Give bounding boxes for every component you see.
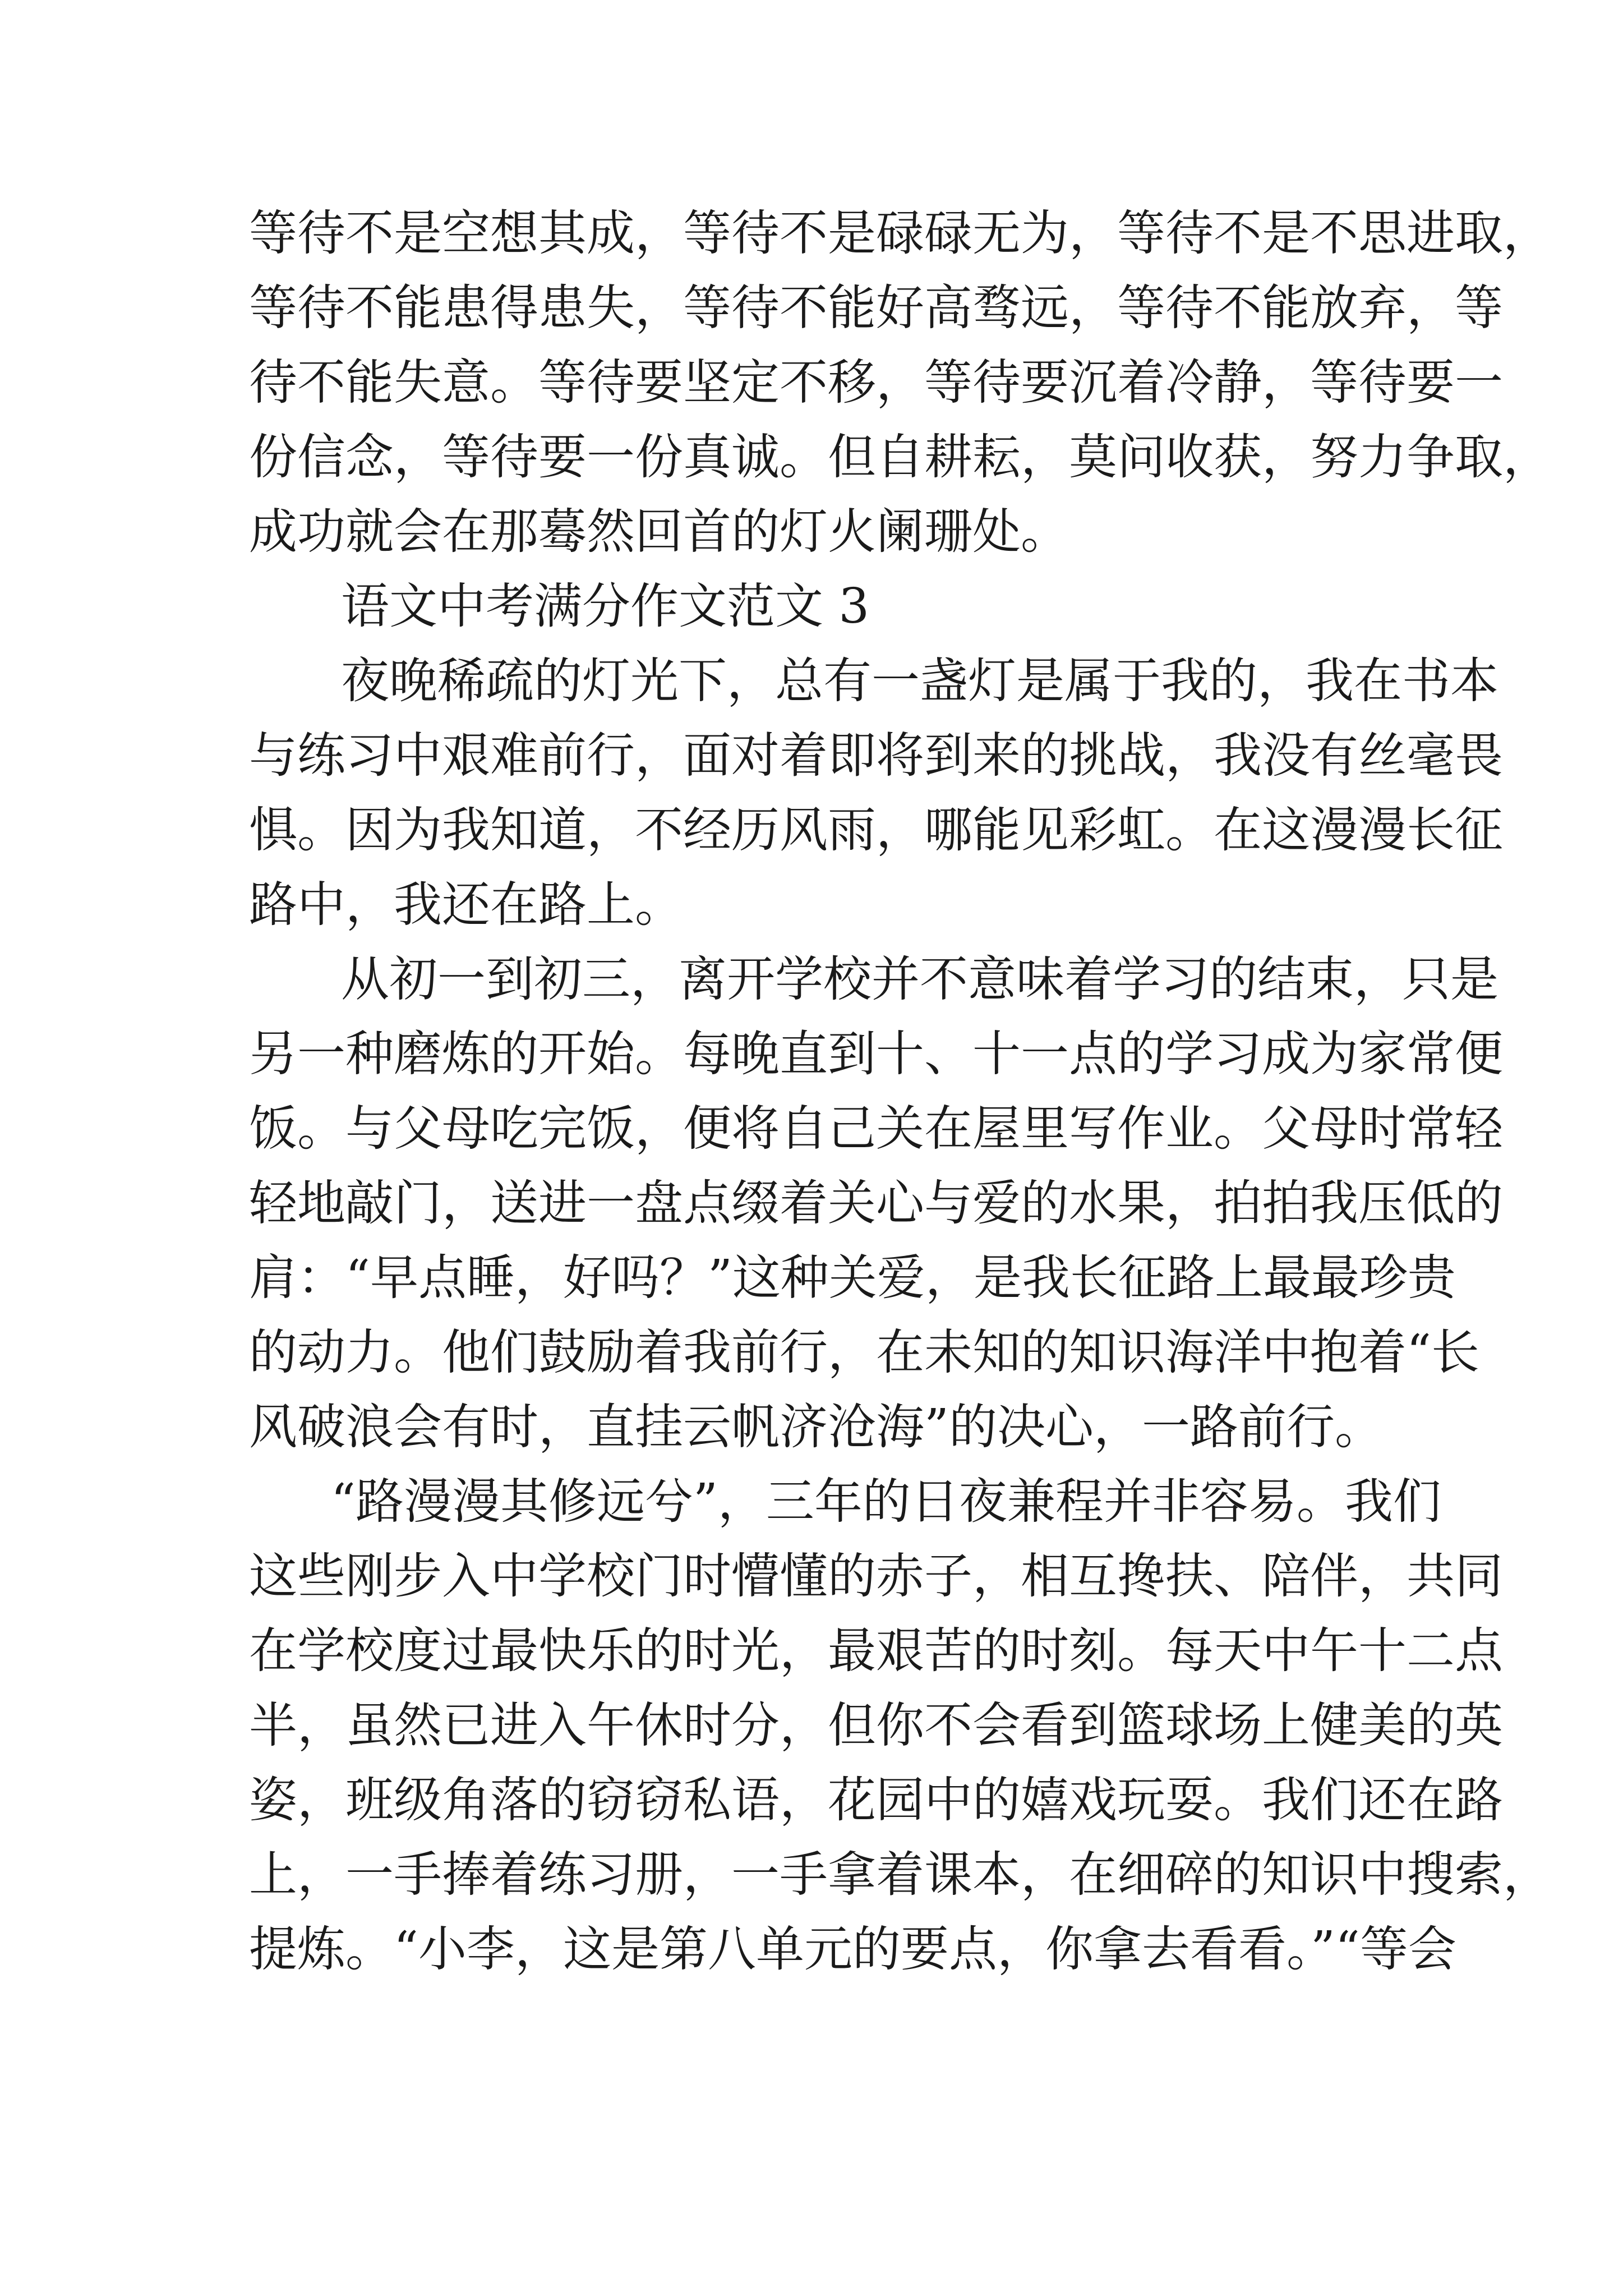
text-line: 成功就会在那蓦然回首的灯火阑珊处。 — [249, 504, 1069, 560]
text-line: 饭。与父母吃完饭，便将自己关在屋里写作业。父母时常轻 — [249, 1101, 1503, 1157]
paragraph-2 — [249, 644, 1503, 942]
text-line: 的动力。他们鼓励着我前行，在未知的知识海洋中抱着“长 — [249, 1324, 1479, 1381]
paragraph-4 — [249, 1465, 1551, 1987]
text-line: 风破浪会有时，直挂云帆济沧海”的决心，一路前行。 — [249, 1399, 1383, 1455]
text-line: 路中，我还在路上。 — [249, 877, 683, 933]
text-line: 惧。因为我知道，不经历风雨，哪能见彩虹。在这漫漫长征 — [249, 802, 1503, 858]
text-line: 上，一手捧着练习册，一手拿着课本，在细碎的知识中搜索， — [249, 1847, 1551, 1903]
section-heading: 语文中考满分作文范文 3 — [341, 578, 870, 634]
text-line: 这些刚步入中学校门时懵懂的赤子，相互搀扶、陪伴，共同 — [249, 1548, 1503, 1604]
text-line: 等待不是空想其成，等待不是碌碌无为，等待不是不思进取， — [249, 205, 1551, 261]
paragraph-3 — [249, 942, 1503, 1465]
text-line: 等待不能患得患失，等待不能好高骛远，等待不能放弃，等 — [249, 280, 1503, 336]
text-line: 从初一到初三，离开学校并不意味着学习的结束，只是 — [341, 951, 1498, 1007]
paragraph-1 — [249, 196, 1551, 569]
text-line: 份信念，等待要一份真诚。但自耕耘，莫问收获，努力争取， — [249, 429, 1551, 485]
text-line: 待不能失意。等待要坚定不移，等待要沉着冷静，等待要一 — [249, 355, 1503, 411]
text-line: 轻地敲门，送进一盘点缀着关心与爱的水果，拍拍我压低的 — [249, 1175, 1503, 1231]
text-line: 在学校度过最快乐的时光，最艰苦的时刻。每天中午十二点 — [249, 1623, 1503, 1679]
text-line: 半，虽然已进入午休时分，但你不会看到篮球场上健美的英 — [249, 1697, 1503, 1754]
text-line: 提炼。“小李，这是第八单元的要点，你拿去看看。”“等会 — [249, 1921, 1456, 1977]
text-line: 姿，班级角落的窃窃私语，花园中的嬉戏玩耍。我们还在路 — [249, 1772, 1503, 1828]
text-line: 夜晚稀疏的灯光下，总有一盏灯是属于我的，我在书本 — [341, 653, 1498, 709]
text-line: “路漫漫其修远兮”，三年的日夜兼程并非容易。我们 — [331, 1474, 1441, 1530]
text-line: 另一种磨炼的开始。每晚直到十、十一点的学习成为家常便 — [249, 1026, 1503, 1082]
text-line: 与练习中艰难前行，面对着即将到来的挑战，我没有丝毫畏 — [249, 728, 1503, 784]
text-line: 肩：“早点睡，好吗？”这种关爱，是我长征路上最最珍贵 — [249, 1250, 1456, 1306]
document-body — [249, 196, 1551, 1987]
